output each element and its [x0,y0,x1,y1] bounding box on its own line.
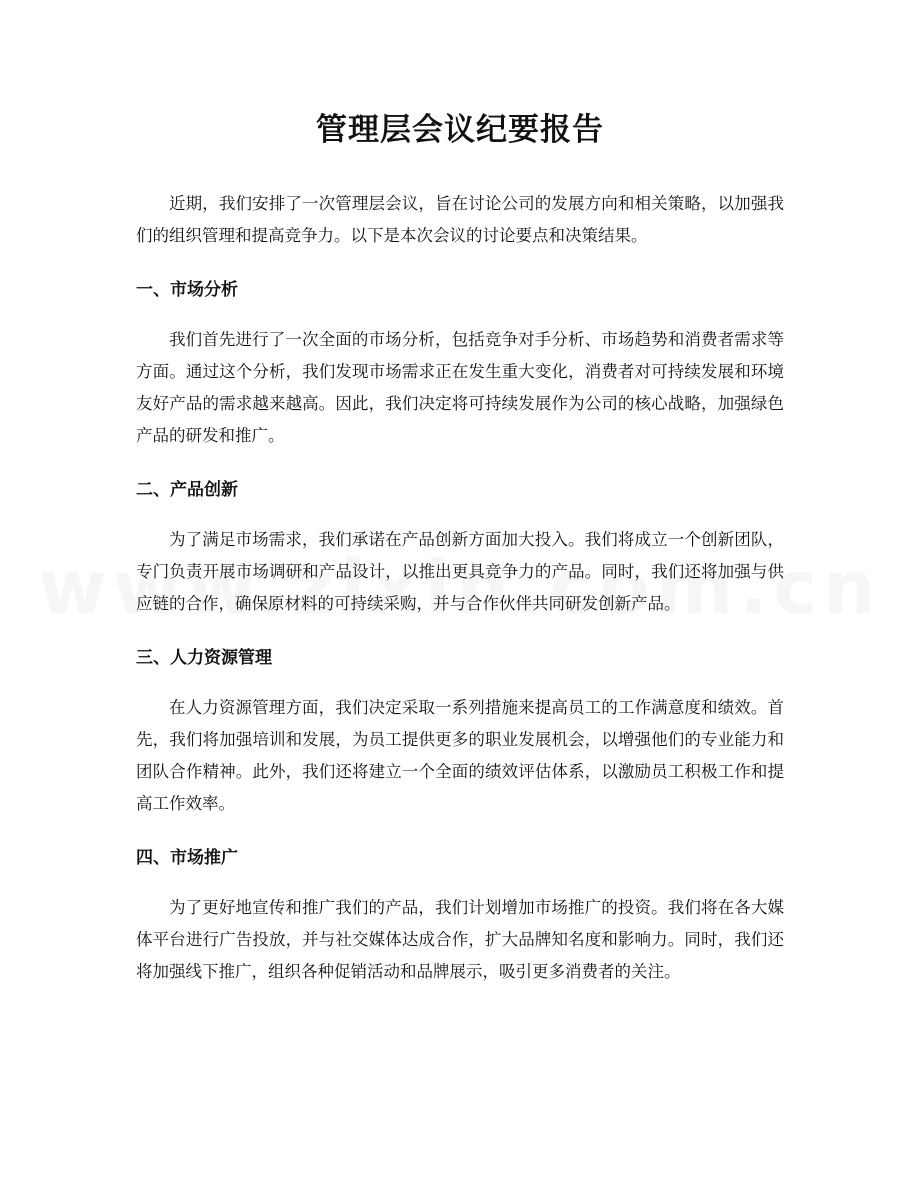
section-paragraph: 在人力资源管理方面，我们决定采取一系列措施来提高员工的工作满意度和绩效。首先，我们将加强培训和发展，为员工提供更多的职业发展机会，以增强他们的专业能力和团队合作精神。此外，我们还将建立一个全面的绩效评估体系，以激励员工积极工作和提高工作效率。 [136,698,784,813]
section-paragraph: 为了满足市场需求，我们承诺在产品创新方面加大投入。我们将成立一个创新团队，专门负责开展市场调研和产品设计，以推出更具竞争力的产品。同时，我们还将加强与供应链的合作，确保原材料的可持续采购，并与合作伙伴共同研发创新产品。 [136,530,784,613]
section-marketing [136,842,784,988]
intro-paragraph: 近期，我们安排了一次管理层会议，旨在讨论公司的发展方向和相关策略，以加强我们的组织管理和提高竞争力。以下是本次会议的讨论要点和决策结果。 [136,194,784,245]
section-heading: 二、产品创新 [136,480,238,500]
section-paragraph: 我们首先进行了一次全面的市场分析，包括竞争对手分析、市场趋势和消费者需求等方面。通过这个分析，我们发现市场需求正在发生重大变化，消费者对可持续发展和环境友好产品的需求越来越高。因此，我们决定将可持续发展作为公司的核心战略，加强绿色产品的研发和推广。 [136,330,784,445]
section-paragraph: 为了更好地宣传和推广我们的产品，我们计划增加市场推广的投资。我们将在各大媒体平台进行广告投放，并与社交媒体达成合作，扩大品牌知名度和影响力。同时，我们还将加强线下推广，组织各种促销活动和品牌展示，吸引更多消费者的关注。 [136,898,784,981]
document-title: 管理层会议纪要报告 [316,112,604,148]
section-product-innovation [136,474,784,620]
section-heading: 一、市场分析 [136,280,238,300]
section-human-resources [136,642,784,820]
section-heading: 三、人力资源管理 [136,648,272,668]
section-market-analysis [136,274,784,452]
section-heading: 四、市场推广 [136,848,238,868]
